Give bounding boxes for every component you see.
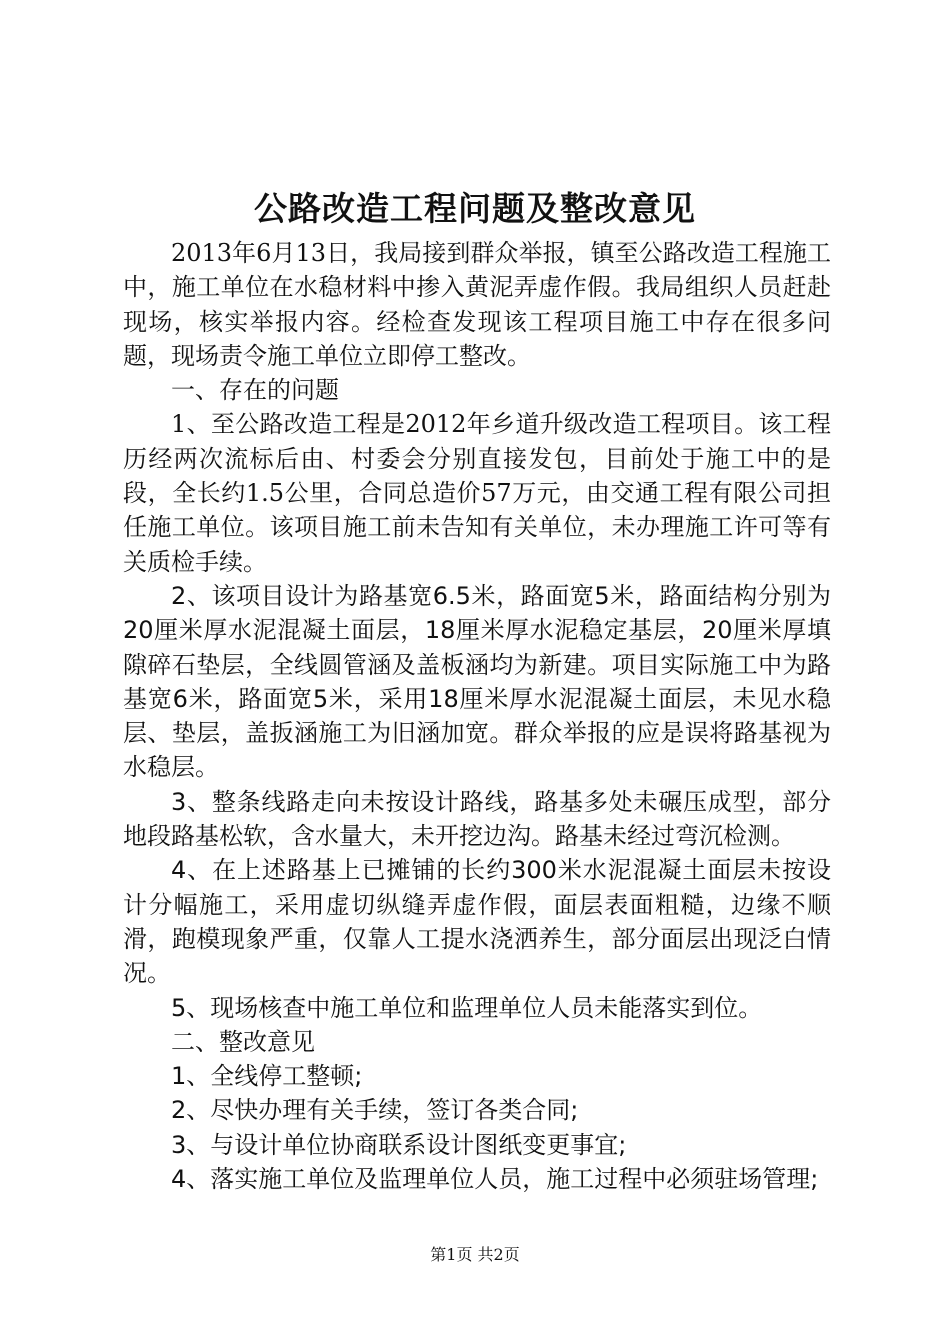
page-footer: 第1页 共2页 (430, 1245, 520, 1264)
section-heading-problems: 一、存在的问题 (171, 376, 339, 405)
rectification-item-1: 1、全线停工整顿; (171, 1062, 363, 1091)
rectification-item-4: 4、落实施工单位及监理单位人员，施工过程中必须驻场管理; (171, 1165, 819, 1194)
problem-item-1: 1、至公路改造工程是2012年乡道升级改造工程项目。该工程历经两次流标后由、村委会分别直接发包，目前处于施工中的是段，全长约1.5公里，合同总造价57万元，由交通工程有限公司担任施工单位。该项目施工前未告知有关单位，未办理施工许可等有关质检手续。 (123, 410, 831, 576)
problem-item-4: 4、在上述路基上已摊铺的长约300米水泥混凝土面层未按设计分幅施工，采用虚切纵缝弄虚作假，面层表面粗糙，边缘不顺滑，跑模现象严重，仅靠人工提水浇洒养生，部分面层出现泛白情况。 (123, 856, 831, 988)
intro-paragraph: 2013年6月13日，我局接到群众举报，镇至公路改造工程施工中，施工单位在水稳材料中掺入黄泥弄虚作假。我局组织人员赶赴现场，核实举报内容。经检查发现该工程项目施工中存在很多问题，现场责令施工单位立即停工整改。 (123, 239, 831, 370)
rectification-item-3: 3、与设计单位协商联系设计图纸变更事宜; (171, 1130, 627, 1159)
section-heading-rectification: 二、整改意见 (171, 1027, 315, 1056)
rectification-item-2: 2、尽快办理有关手续，签订各类合同; (171, 1096, 579, 1125)
problem-item-3: 3、整条线路走向未按设计路线，路基多处未碾压成型，部分地段路基松软，含水量大，未开挖边沟。路基未经过弯沉检测。 (123, 787, 831, 851)
problem-item-2: 2、该项目设计为路基宽6.5米，路面宽5米，路面结构分别为20厘米厚水泥混凝土面层，18厘米厚水泥稳定基层，20厘米厚填隙碎石垫层，全线圆管涵及盖板涵均为新建。项目实际施工中为路基宽6米，路面宽5米，采用18厘米厚水泥混凝土面层，未见水稳层、垫层，盖扳涵施工为旧涵加宽。群众举报的应是误将路基视为水稳层。 (123, 581, 831, 782)
document-title: 公路改造工程问题及整改意见 (254, 189, 696, 228)
problem-item-5: 5、现场核查中施工单位和监理单位人员未能落实到位。 (171, 993, 763, 1022)
document-body (123, 236, 831, 1196)
